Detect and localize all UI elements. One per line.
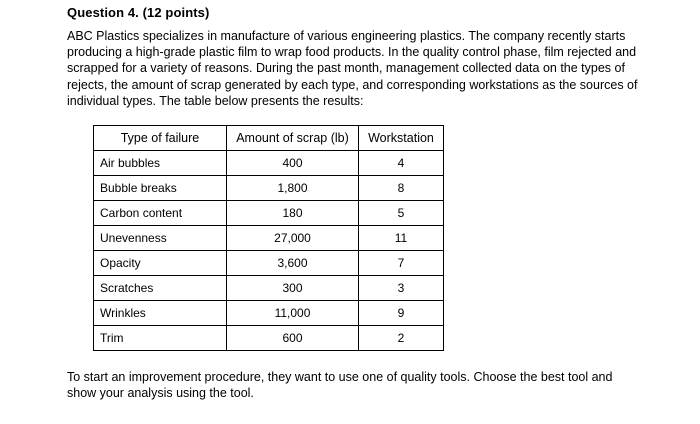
cell-amount: 3,600 [227, 251, 359, 276]
cell-amount: 11,000 [227, 301, 359, 326]
cell-amount: 1,800 [227, 176, 359, 201]
cell-type: Bubble breaks [94, 176, 227, 201]
cell-type: Scratches [94, 276, 227, 301]
intro-line: producing a high-grade plastic film to wrap food products. In the quality control phase, film rejected and [67, 45, 637, 60]
cell-type: Trim [94, 326, 227, 351]
intro-line: scrapped for a variety of reasons. During the past month, management collected data on the types of [67, 61, 625, 76]
cell-type: Air bubbles [94, 151, 227, 176]
cell-workstation: 9 [359, 301, 444, 326]
table-header-row [94, 126, 444, 151]
table-row [94, 326, 444, 351]
question-instructions [67, 369, 667, 401]
question-intro [67, 28, 667, 109]
cell-workstation: 7 [359, 251, 444, 276]
intro-line: ABC Plastics specializes in manufacture of various engineering plastics. The company recently starts [67, 29, 626, 43]
cell-amount: 27,000 [227, 226, 359, 251]
table-row [94, 301, 444, 326]
cell-amount: 180 [227, 201, 359, 226]
table-row [94, 176, 444, 201]
cell-type: Opacity [94, 251, 227, 276]
cell-amount: 600 [227, 326, 359, 351]
table-row [94, 151, 444, 176]
cell-workstation: 8 [359, 176, 444, 201]
cell-workstation: 5 [359, 201, 444, 226]
intro-line: rejects, the amount of scrap generated by each type, and corresponding workstations as the sources of [67, 77, 638, 92]
cell-amount: 300 [227, 276, 359, 301]
cell-type: Carbon content [94, 201, 227, 226]
cell-type: Wrinkles [94, 301, 227, 326]
cell-workstation: 11 [359, 226, 444, 251]
cell-workstation: 3 [359, 276, 444, 301]
question-title: Question 4. (12 points) [67, 5, 210, 20]
header-type-of-failure: Type of failure [94, 126, 227, 151]
table-row [94, 251, 444, 276]
cell-workstation: 4 [359, 151, 444, 176]
outro-line: show your analysis using the tool. [67, 386, 254, 401]
table-row [94, 201, 444, 226]
outro-line: To start an improvement procedure, they want to use one of quality tools. Choose the best tool and [67, 370, 613, 384]
header-amount-of-scrap: Amount of scrap (lb) [227, 126, 359, 151]
header-workstation: Workstation [359, 126, 444, 151]
table-row [94, 276, 444, 301]
cell-type: Unevenness [94, 226, 227, 251]
scrap-table [93, 125, 444, 351]
intro-line: individual types. The table below presents the results: [67, 93, 364, 108]
cell-amount: 400 [227, 151, 359, 176]
cell-workstation: 2 [359, 326, 444, 351]
table-row [94, 226, 444, 251]
